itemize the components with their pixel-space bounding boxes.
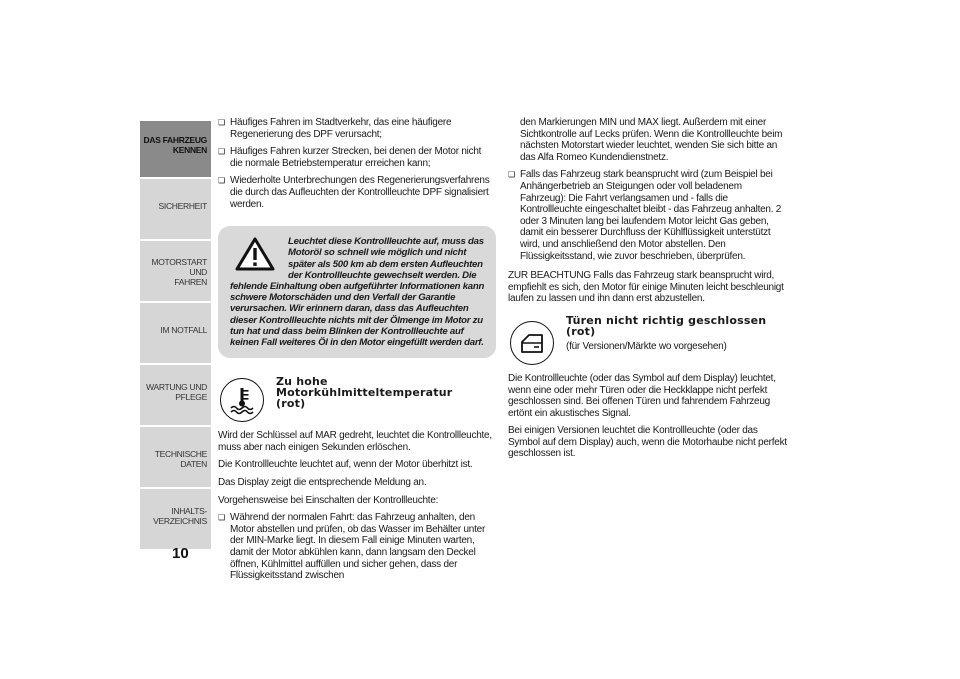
list-item: ❏ Häufiges Fahren im Stadtverkehr, das eine häufigere Regenerierung des DPF verursacht; xyxy=(218,117,496,140)
list-item: ❏ Häufiges Fahren kurzer Strecken, bei denen der Motor nicht die normale Betriebstemperatur erreichen kann; xyxy=(218,146,496,169)
tab-label-line1: SICHERHEIT xyxy=(158,201,207,211)
section-subtitle: (für Versionen/Märkte wo vorgesehen) xyxy=(566,340,727,352)
tab-inhaltsverzeichnis[interactable] xyxy=(140,489,211,549)
warning-box xyxy=(218,226,496,358)
warning-text: Leuchtet diese Kontrollleuchte auf, muss das Motoröl so schnell wie möglich und nicht später als 500 km ab dem ersten Aufleuchten der Kontrollleuchte gewechselt werden. Die fehlende Einhaltung oben aufgeführter Informationen kann schwere Motorschäden und den Verfall der Garantie verursachen. Wir erinnern daran, dass das Aufleuchten dieser Kontrollleuchte nichts mit der Ölmenge im Motor zu tun hat und dass beim Blinken der Kontrollleuchte auf keinen Fall weiteres Öl in den Motor eingefüllt werden darf. xyxy=(230,236,485,348)
paragraph: Vorgehensweise bei Einschalten der Kontrollleuchte: xyxy=(218,494,439,506)
tab-label-line1: INHALTS- xyxy=(171,506,207,516)
list-item: ❏ Falls das Fahrzeug stark beansprucht wird (zum Beispiel bei Anhängerbetrieb an Steigungen oder voll beladenem Fahrzeug): Die Fahrt verlangsamen und - falls die Kontrollleuchte eingeschaltet bleibt - das Fahrzeug anhalten. 2 oder 3 Minuten lang bei laufendem Motor leicht Gas geben, damit ein besserer Durchfluss der Kühlflüssigkeit unterstützt wird, und anschließend den Motor abstellen. Den Flüssigkeitsstand, wie zuvor beschrieben, überprüfen. xyxy=(508,169,788,262)
tab-label-line2: PFLEGE xyxy=(175,392,207,402)
tab-label-line1: TECHNISCHE DATEN xyxy=(154,449,207,469)
chapter-tabs xyxy=(140,121,211,551)
tab-label-line1: WARTUNG UND xyxy=(146,382,207,392)
tab-label-line2: FAHREN xyxy=(174,277,207,287)
tab-im-notfall[interactable] xyxy=(140,303,211,363)
section-doors-not-closed xyxy=(508,315,788,365)
tab-motorstart-und-fahren[interactable] xyxy=(140,241,211,301)
paragraph: Die Kontrollleuchte (oder das Symbol auf dem Display) leuchtet, wenn eine oder mehr Türen oder die Heckklappe nicht perfekt geschlossen sind. Bei offenen Türen und fahrendem Fahrzeug ertönt ein akustisches Signal. xyxy=(508,372,776,419)
tab-label-line1: DAS FAHRZEUG xyxy=(143,135,207,145)
tab-label-line1: IM NOTFALL xyxy=(160,325,207,335)
section-coolant-temperature xyxy=(218,372,496,422)
paragraph: Das Display zeigt die entsprechende Meldung an. xyxy=(218,476,427,488)
tab-das-fahrzeug-kennen[interactable] xyxy=(140,121,211,177)
paragraph: den Markierungen MIN und MAX liegt. Außerdem mit einer Sichtkontrolle auf Lecks prüfen. Wenn die Kontrollleuchte beim nächsten Motorstart wieder leuchtet, wenden Sie sich bitte an das Alfa Romeo Kundendienstnetz. xyxy=(520,117,783,163)
paragraph: Die Kontrollleuchte leuchtet auf, wenn der Motor überhitzt ist. xyxy=(218,459,473,471)
note-paragraph: ZUR BEACHTUNG Falls das Fahrzeug stark beansprucht wird, empfiehlt es sich, den Motor für einige Minuten leicht beschleunigt laufen zu lassen und ihn dann erst abzustellen. xyxy=(508,270,784,305)
list-item: ❏ Wiederholte Unterbrechungen des Regenerierungsverfahrens die durch das Aufleuchten der Kontrollleuchte DPF signalisiert werden. xyxy=(218,175,496,210)
tab-technische-daten[interactable] xyxy=(140,427,211,487)
list-item: ❏ Während der normalen Fahrt: das Fahrzeug anhalten, den Motor abstellen und prüfen, ob das Wasser im Behälter unter der MIN-Marke liegt. In diesem Fall einige Minuten warten, damit der Motor abkühlen kann, dann langsam den Deckel öffnen, Kühlmittel auffüllen und sicher gehen, dass der Flüssigkeitsstand zwischen xyxy=(218,512,496,582)
paragraph: Bei einigen Versionen leuchtet die Kontrollleuchte (oder das Symbol auf dem Display) auch, wenn die Motorhaube nicht perfekt geschlossen ist. xyxy=(508,425,787,460)
tab-label-line1: MOTORSTART UND xyxy=(151,257,207,277)
section-heading: Zu hohe Motorkühlmitteltemperatur (rot) xyxy=(276,375,453,411)
warning-triangle-icon xyxy=(234,236,276,272)
tab-label-line2: VERZEICHNIS xyxy=(153,516,207,526)
page-number: 10 xyxy=(172,545,189,562)
section-heading: Türen nicht richtig geschlossen (rot) xyxy=(566,313,767,338)
tab-sicherheit[interactable] xyxy=(140,179,211,239)
paragraph: Wird der Schlüssel auf MAR gedreht, leuchtet die Kontrollleuchte, muss aber nach einigen Sekunden erlöschen. xyxy=(218,430,492,453)
coolant-temperature-icon xyxy=(220,378,264,422)
door-open-icon xyxy=(510,321,554,365)
tab-wartung-und-pflege[interactable] xyxy=(140,365,211,425)
text-column-right xyxy=(508,117,788,466)
tab-label-line2: KENNEN xyxy=(172,145,207,155)
text-column-left xyxy=(218,117,496,588)
